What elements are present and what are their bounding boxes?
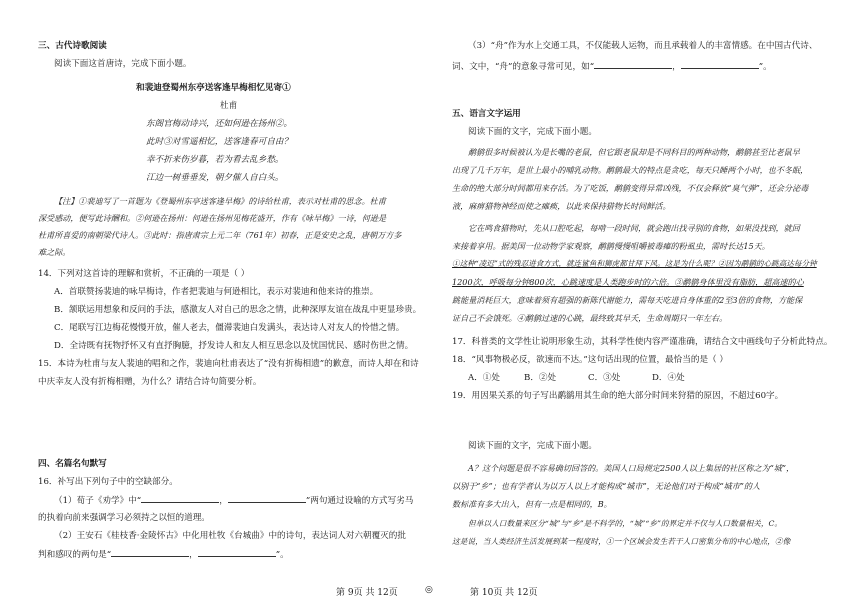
q18-stem: 18．“风事物极必反，欲速而不达。”这句话出现的位置，最恰当的是（ ） [452,355,728,365]
poem-title: 和裴迪登蜀州东亭送客逢早梅相忆见寄① [136,83,291,93]
q18-option-b: B．②处 [524,373,557,383]
q19: 19．用因果关系的句子写出鹬鹟用其生命的绝大部分时间来狩猎的原因，不超过60字。 [452,391,784,401]
section6-intro: 阅读下面的文字，完成下面小题。 [468,441,597,451]
q14-option-a: A．首联赞扬裴迪的咏早梅诗，作者把裴迪与何逊相比，表示对裴迪和他来诗的推崇。 [54,287,379,297]
answer-blank[interactable] [198,548,276,557]
passage-line: 生命的绝大部分时间都用来存活。为了吃饭，鹬鹟变得异常凶残，不仅会释放“臭气弹”，还会分泌毒 [452,183,809,193]
passage-line-underlined: ①这种“凌迟”式的残忍进食方式，就连鲨鱼和狮虎都甘拜下风。这是为什么呢？②因为鹬鹟的心跳高达每分钟 [452,259,817,268]
poem-note: 【注】①裴迪写了一首题为《登蜀州东亭送客逢早梅》的诗给杜甫，表示对杜甫的思念。杜甫 [54,196,386,206]
q18-option-d: D．④处 [652,373,685,383]
q16-stem: 16．补写出下列句子中的空缺部分。 [38,477,178,487]
passage-line: 鹬鹟很多时候被认为是长嘴的老鼠，但它跟老鼠却是不同科目的两种动物，鹬鹟甚至比老鼠早 [468,147,800,157]
q17: 17．科普类的文学性让说明形象生动，其科学性使内容严谨准确，请结合文中画线句子分析此特点。 [452,337,833,347]
passage-line: 但单以人口数量来区分“城”与“乡”是不科学的，“城”“乡”的界定并不仅与人口数量相关，C。 [468,519,783,528]
q16-item-1: （1）荀子《劝学》中“ ， ”两句通过设喻的方式写劣马 [54,496,414,506]
passage-line: 跳能量消耗巨大，意味着须有超强的新陈代谢能力，需每天吃进自身体重的2至3倍的食物，方能保 [452,295,803,305]
passage-line: 数标准有多大出入，但有一点是相同的，B。 [452,499,612,509]
passage-line: 证自己不会饿死。④鹬鹟过速的心跳，最终致其早夭，生命周期只一年左右。 [452,313,728,323]
passage-line-underlined: 1200次，呼吸每分钟800次，心跳速度是人类跑步时的六倍。③鹬鹟身体里没有脂肪，超高速的心 [452,277,804,287]
q18-option-c: C．③处 [588,373,621,383]
q16-item-3: （3）“舟”作为水上交通工具，不仅能载人运物，而且承载着人的丰富情感。在中国古代诗、 [468,41,818,51]
section3-intro: 阅读下面这首唐诗，完成下面小题。 [54,59,192,69]
poem-note: 难之际。 [38,247,71,257]
page-number-left: 第 9页 共 12页 [336,588,398,598]
q16-item-2: （2）王安石《桂枝香·金陵怀古》中化用杜牧《台城曲》中的诗句，表达词人对六朝覆灭的批 [54,531,406,541]
q14-option-c: C．尾联写江边梅花慢慢开放，催人老去，僵滞裴迪白发满头，表达诗人对友人的怜惜之情。 [54,323,405,333]
passage-line: A？这个问题是很不容易确切回答的。美国人口局规定2500人以上集居的社区称之为“城”， [468,463,795,473]
poem-author: 杜甫 [220,101,238,111]
section5-title: 五、语言文字运用 [452,109,521,119]
q16-item-1-cont: 的执着向前来强调学习必须持之以恒的道理。 [38,513,210,523]
q16-item-2-cont: 判和感叹的两句是“ ， ”。 [38,550,289,560]
passage-line: 液，麻痹猎物神经而使之瘫痪，以此来保持猎物长时间鲜活。 [452,201,671,211]
answer-blank[interactable] [594,60,672,69]
poem-note: 杜甫所喜爱的南朝梁代诗人。③此时：指唐肃宗上元二年（761年）初春，正是安史之乱，唐朝万方多 [38,230,402,240]
passage-line: 以别于“乡”；也有学者认为以万人以上才能构成“城市”，无论他们对于构成“城市”的人 [452,481,761,491]
answer-blank[interactable] [111,548,189,557]
poem-line: 此时③对雪遥相忆，送客逢春可自由？ [146,137,293,147]
passage-line: 这是说，当人类经济生活发展到某一程度时，①一个区域会发生若干人口密集分布的中心地点，②像 [452,537,791,546]
center-mark-icon: ◎ [425,585,433,595]
q15-line: 中庆幸友人没有折梅相赠，为什么？请结合诗句简要分析。 [38,377,262,387]
section5-intro: 阅读下面的文字，完成下面小题。 [468,127,597,137]
page-number-right: 第 10页 共 12页 [470,588,538,598]
answer-blank[interactable] [681,60,759,69]
q16-item-3-cont: 词、文中，“舟”的意象寻常可见，如“ ， ”。 [452,62,772,72]
q15-line: 15．本诗为杜甫与友人裴迪的唱和之作，裴迪向杜甫表达了“没有折梅相遗”的歉意，而诗人却在和诗 [38,359,419,369]
q14-stem: 14．下列对这首诗的理解和赏析，不正确的一项是（ ） [38,269,250,279]
poem-line: 东阁官梅动诗兴，还如何逊在扬州②。 [146,119,293,129]
poem-note: 深受感动，便写此诗酬和。②何逊在扬州：何逊在扬州见梅花盛开，作有《咏早梅》一诗，何逊是 [38,213,387,223]
q14-option-b: B．颔联运用想象和反问的手法，感激友人对自己的思念之情，此种深厚友谊在战乱中更显珍贵。 [54,305,422,315]
passage-line: 来接着享用。据美国一位动物学家观察，鹬鹟慢慢咀嚼被毒瘫的粉虱虫，需时长达15天。 [452,241,770,251]
passage-line: 出现了几千万年，是世上最小的哺乳动物。鹬鹟最大的特点是贪吃，每天只睡两个小时，也不冬眠， [452,165,809,175]
q14-option-d: D．全诗既有抚物抒怀又有直抒胸臆，抒发诗人和友人相互思念以及忧国忧民、感时伤世之情。 [54,341,414,351]
answer-blank[interactable] [228,494,306,503]
section4-title: 四、名篇名句默写 [38,459,107,469]
passage-line: 它在鸣食猎物时，先从口腔吃起，每啃一段时间，就会跑出找寻别的食物，如果没找到，就回 [468,223,800,233]
answer-blank[interactable] [141,494,219,503]
poem-line: 江边一树垂垂发，朝夕催人自白头。 [146,173,284,183]
poem-line: 幸不折来伤岁暮，若为看去乱乡愁。 [146,155,284,165]
section3-title: 三、古代诗歌阅读 [38,41,107,51]
q18-option-a: A．①处 [468,373,500,383]
